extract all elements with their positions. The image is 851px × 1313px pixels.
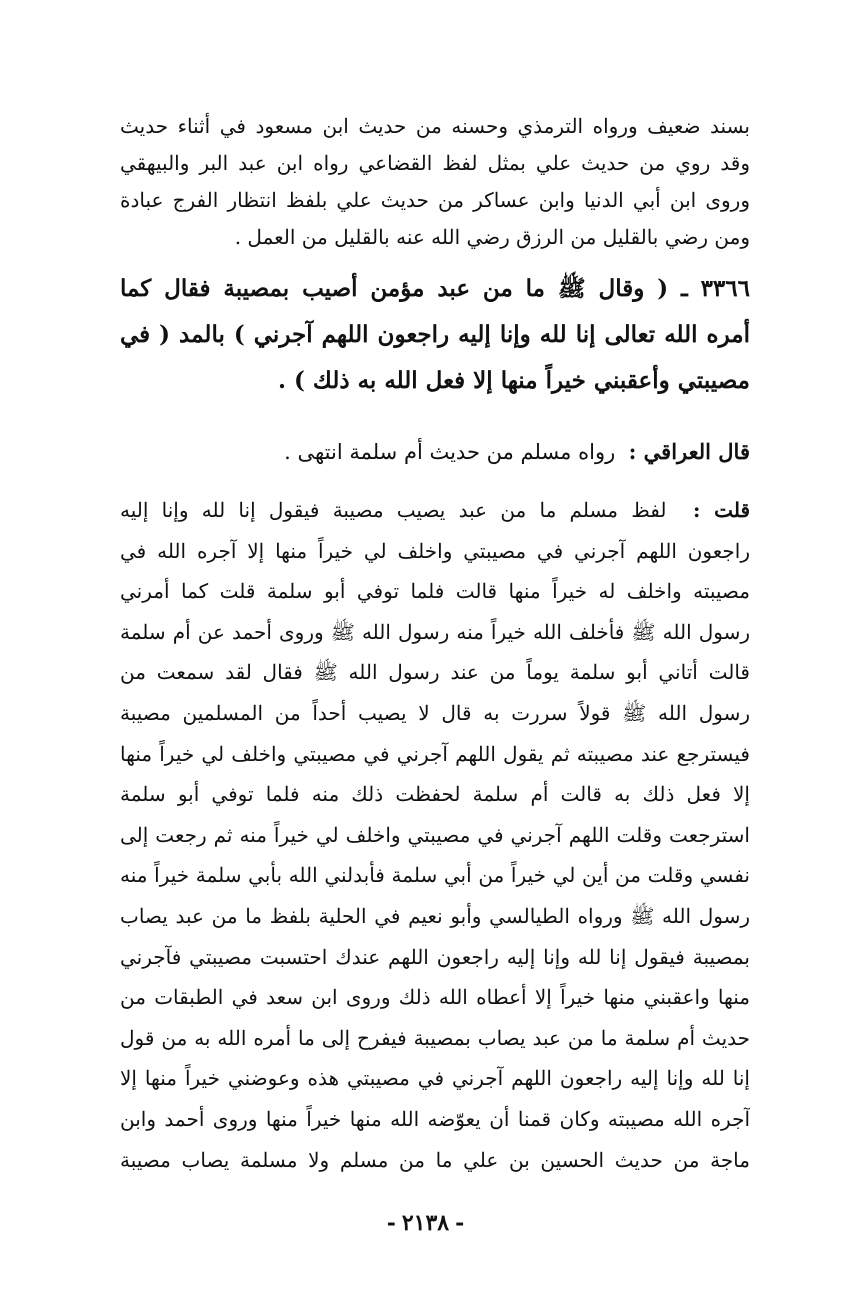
text-line [120, 490, 750, 531]
hadith-line: ٣٣٦٦ ـ ( وقال ﷺ ما من عبد مؤمن أصيب بمصيبة فقال كما [120, 275, 750, 302]
text-line: إلا فعل ذلك به قالت أم سلمة لحفظت ذلك منه فلما توفي أبو سلمة [120, 782, 750, 807]
qultu-lead: قلت : [692, 498, 750, 522]
text-line: راجعون اللهم آجرني في مصيبتي واخلف لي خيراً منها إلا آجره الله في [120, 538, 750, 563]
text-line: رسول الله ﷺ فأخلف الله خيراً منه رسول الله ﷺ وروى أحمد عن أم سلمة [120, 619, 750, 644]
hadith-line: أمره الله تعالى إنا لله وإنا إليه راجعون اللهم آجرني ) بالمد ( في [120, 321, 750, 348]
text-line: رسول الله ﷺ ورواه الطيالسي وأبو نعيم في الحلية بلفظ ما من عبد يصاب [120, 903, 750, 928]
text-line: بسند ضعيف ورواه الترمذي وحسنه من حديث ابن مسعود في أثناء حديث [120, 114, 750, 138]
text-line: إنا لله وإنا إليه راجعون اللهم آجرني في مصيبتي هذه وعوضني خيراً منها إلا [120, 1066, 750, 1091]
text-line: بمصيبة فيقول إنا لله وإنا إليه راجعون اللهم عندك احتسبت مصيبتي فآجرني [120, 944, 750, 969]
text-line: وروى ابن أبي الدنيا وابن عساكر من حديث علي بلفظ انتظار الفرج عبادة [120, 188, 750, 212]
text-line: آجره الله مصيبته وكان قمنا أن يعوّضه الله منها خيراً منها وروى أحمد وابن [120, 1106, 750, 1131]
text-line: مصيبته واخلف له خيراً منها قالت فلما توفي أبو سلمة قلت كما أمرني [120, 579, 750, 604]
iraqi-text: رواه مسلم من حديث أم سلمة انتهى . [284, 440, 616, 464]
page-number-dash: - [455, 1210, 465, 1236]
text-line: ماجة من حديث الحسين بن علي ما من مسلم ولا مسلمة يصاب مصيبة [120, 1147, 750, 1172]
text-line: فيسترجع عند مصيبته ثم يقول اللهم آجرني في مصيبتي واخلف لي خيراً منها [120, 741, 750, 766]
text-line: ومن رضي بالقليل من الرزق رضي الله عنه بالقليل من العمل . [234, 225, 750, 249]
text-line: قالت أتاني أبو سلمة يوماً من عند رسول الله ﷺ فقال لقد سمعت من [120, 660, 750, 685]
page-number-dash: - [386, 1210, 396, 1236]
text-line: نفسي وقلت من أين لي خيراً من أبي سلمة فأبدلني الله بأبي سلمة خيراً منه [120, 863, 750, 888]
intro-paragraph [120, 108, 750, 256]
text-line: منها واعقبني منها خيراً إلا أعطاه الله ذلك وروى ابن سعد في الطبقات من [120, 985, 750, 1010]
iraqi-lead: قال العراقي : [628, 439, 750, 464]
text-line: حديث أم سلمة ما من عبد يصاب بمصيبة فيفرح إلى ما أمره الله به من قول [120, 1025, 750, 1050]
iraqi-paragraph [120, 432, 750, 472]
qultu-paragraph [120, 490, 750, 1180]
text-line [120, 432, 750, 472]
page-body [120, 108, 750, 1180]
hadith-paragraph [120, 266, 750, 404]
text-line: وقد روي من حديث علي بمثل لفظ القضاعي رواه ابن عبد البر والبيهقي [120, 151, 750, 175]
text-line: رسول الله ﷺ قولاً سررت به قال لا يصيب أحداً من المسلمين مصيبة [120, 700, 750, 725]
text-line: استرجعت وقلت اللهم آجرني في مصيبتي واخلف لي خيراً منه ثم رجعت إلى [120, 822, 750, 847]
qultu-first-text: لفظ مسلم ما من عبد يصيب مصيبة فيقول إنا لله وإنا إليه [120, 498, 667, 522]
page-number [0, 1210, 851, 1236]
page-number-value: ٢١٣٨ [401, 1210, 450, 1236]
hadith-line: مصيبتي وأعقبني خيراً منها إلا فعل الله به ذلك ) . [278, 367, 750, 394]
